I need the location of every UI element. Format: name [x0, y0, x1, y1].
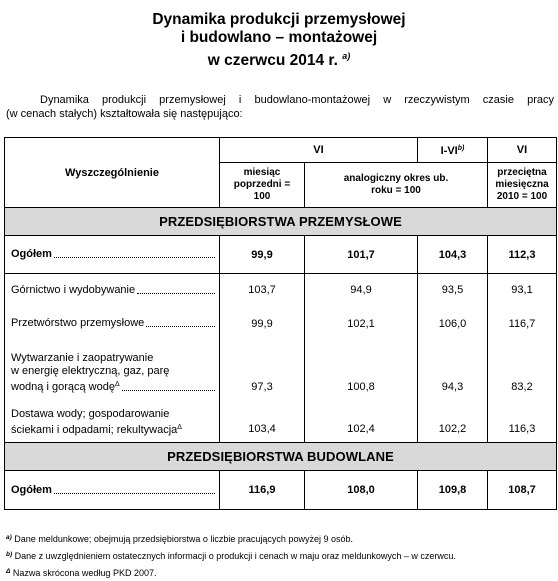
document-title: [0, 11, 558, 70]
title-line-1: Dynamika produkcji przemysłowej: [152, 11, 406, 28]
footnote-b: $^{b)}$ Dane z uwzględnieniem ostatecznych informacji o produkcji i cenach w maju oraz meldunkowych – w czerwcu.: [6, 551, 456, 561]
row-label: Dostawa wody; gospodarowanie ściekami i odpadami; rekultywacja$^\Delta$: [5, 397, 220, 443]
value-cell: 104,3: [418, 236, 488, 274]
value-cell: 101,7: [305, 236, 418, 274]
footnote-delta: $^\Delta$ Nazwa skrócona według PKD 2007.: [6, 568, 157, 578]
section-industry: PRZEDSIĘBIORSTWA PRZEMYSŁOWE: [5, 208, 557, 236]
value-cell: 108,0: [305, 471, 418, 510]
value-cell: 116,9: [220, 471, 305, 510]
intro-paragraph: [6, 93, 554, 121]
value-cell: 93,1: [488, 274, 557, 307]
dynamics-table: [4, 137, 557, 510]
value-cell: 94,3: [418, 341, 488, 397]
intro-line-2: (w cenach stałych) kształtowała się następująco:: [6, 108, 243, 120]
section-construction: PRZEDSIĘBIORSTWA BUDOWLANE: [5, 443, 557, 471]
value-cell: 102,2: [418, 397, 488, 443]
table-row: [5, 307, 557, 341]
row-label: Ogółem: [5, 471, 220, 510]
header-monthly-avg: przeciętna miesięczna 2010 = 100: [488, 163, 557, 208]
row-label: Ogółem: [5, 236, 220, 274]
value-cell: 103,4: [220, 397, 305, 443]
value-cell: 97,3: [220, 341, 305, 397]
value-cell: 108,7: [488, 471, 557, 510]
header-vi-2: VI: [488, 138, 557, 163]
value-cell: 99,9: [220, 236, 305, 274]
header-analog-period: analogiczny okres ub. roku = 100: [305, 163, 488, 208]
value-cell: 100,8: [305, 341, 418, 397]
table-row: [5, 274, 557, 307]
row-label: Wytwarzanie i zaopatrywanie w energię elektryczną, gaz, parę wodną i gorącą wodę$^\Delta$: [5, 341, 220, 397]
pkd-mark: Δ: [114, 380, 120, 388]
table-row: [5, 397, 557, 443]
value-cell: 109,8: [418, 471, 488, 510]
value-cell: 93,5: [418, 274, 488, 307]
title-footnote-mark: a): [342, 51, 351, 61]
value-cell: 83,2: [488, 341, 557, 397]
table-row: [5, 236, 557, 274]
header-first-col: Wyszczególnienie: [5, 138, 220, 208]
value-cell: 116,3: [488, 397, 557, 443]
pkd-mark: Δ: [177, 424, 182, 431]
row-label: Górnictwo i wydobywanie: [5, 274, 220, 307]
header-prev-month: miesiąc poprzedni = 100: [220, 163, 305, 208]
intro-line-1: Dynamika produkcji przemysłowej i budowlano-montażowej w rzeczywistym czasie pracy: [40, 94, 554, 106]
table-row: [5, 471, 557, 510]
header-i-vi: I-VI$^{b)}$: [418, 138, 488, 163]
header-vi: VI: [220, 138, 418, 163]
header-i-vi-mark: b): [457, 145, 465, 152]
table-row: [5, 341, 557, 397]
title-line-3: w czerwcu 2014 r. $^{a)}$: [207, 51, 351, 69]
value-cell: 99,9: [220, 307, 305, 341]
value-cell: 102,4: [305, 397, 418, 443]
footnote-a: $^{a)}$ Dane meldunkowe; obejmują przedsiębiorstwa o liczbie pracujących powyżej 9 osób.: [6, 534, 353, 544]
value-cell: 112,3: [488, 236, 557, 274]
value-cell: 116,7: [488, 307, 557, 341]
value-cell: 94,9: [305, 274, 418, 307]
title-line-2: i budowlano – montażowej: [180, 29, 378, 46]
row-label: Przetwórstwo przemysłowe: [5, 307, 220, 341]
value-cell: 102,1: [305, 307, 418, 341]
value-cell: 103,7: [220, 274, 305, 307]
value-cell: 106,0: [418, 307, 488, 341]
